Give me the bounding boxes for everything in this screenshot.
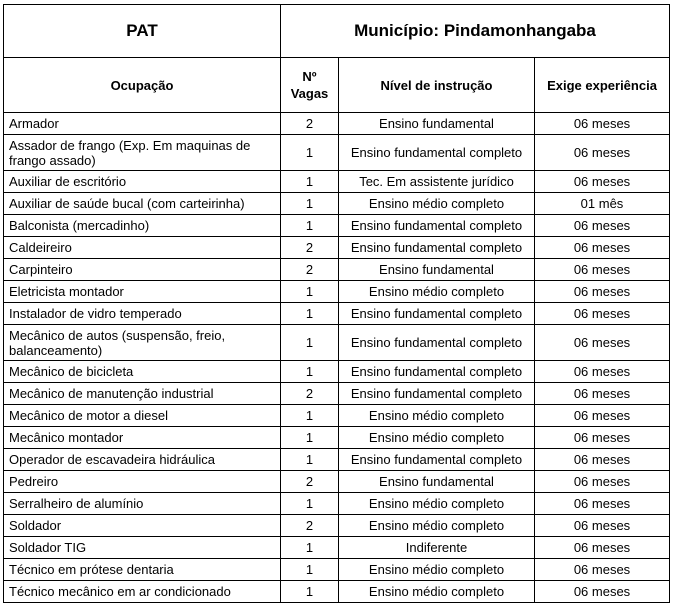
cell-vagas: 1	[281, 537, 339, 559]
cell-experiencia: 06 meses	[535, 171, 670, 193]
cell-vagas: 2	[281, 259, 339, 281]
cell-experiencia: 06 meses	[535, 259, 670, 281]
cell-instrucao: Ensino fundamental completo	[339, 135, 535, 171]
cell-instrucao: Ensino fundamental completo	[339, 215, 535, 237]
table-row	[4, 515, 670, 537]
cell-vagas: 2	[281, 237, 339, 259]
cell-ocupacao: Balconista (mercadinho)	[4, 215, 281, 237]
header-vagas-line1: Nº	[302, 69, 317, 84]
cell-ocupacao: Assador de frango (Exp. Em maquinas de frango assado)	[4, 135, 281, 171]
cell-vagas: 1	[281, 325, 339, 361]
cell-ocupacao: Soldador TIG	[4, 537, 281, 559]
table-row	[4, 581, 670, 603]
table-row	[4, 303, 670, 325]
cell-vagas: 2	[281, 113, 339, 135]
cell-ocupacao: Técnico em prótese dentaria	[4, 559, 281, 581]
cell-instrucao: Ensino médio completo	[339, 405, 535, 427]
header-vagas	[281, 58, 339, 113]
cell-vagas: 1	[281, 559, 339, 581]
cell-experiencia: 06 meses	[535, 559, 670, 581]
header-experiencia: Exige experiência	[535, 58, 670, 113]
cell-ocupacao: Mecânico montador	[4, 427, 281, 449]
cell-experiencia: 06 meses	[535, 361, 670, 383]
table-row	[4, 405, 670, 427]
table-row	[4, 259, 670, 281]
title-row	[4, 5, 670, 58]
header-vagas-line2: Vagas	[290, 86, 329, 101]
cell-vagas: 1	[281, 135, 339, 171]
cell-experiencia: 06 meses	[535, 215, 670, 237]
cell-experiencia: 06 meses	[535, 515, 670, 537]
table-row	[4, 361, 670, 383]
cell-vagas: 1	[281, 303, 339, 325]
cell-experiencia: 06 meses	[535, 405, 670, 427]
table-row	[4, 493, 670, 515]
cell-experiencia: 06 meses	[535, 581, 670, 603]
cell-experiencia: 06 meses	[535, 427, 670, 449]
cell-vagas: 1	[281, 361, 339, 383]
table-row	[4, 449, 670, 471]
cell-instrucao: Ensino fundamental completo	[339, 303, 535, 325]
table-row	[4, 215, 670, 237]
cell-ocupacao: Caldeireiro	[4, 237, 281, 259]
cell-vagas: 2	[281, 383, 339, 405]
cell-experiencia: 06 meses	[535, 113, 670, 135]
cell-vagas: 1	[281, 281, 339, 303]
header-instrucao: Nível de instrução	[339, 58, 535, 113]
cell-instrucao: Tec. Em assistente jurídico	[339, 171, 535, 193]
cell-instrucao: Ensino fundamental completo	[339, 237, 535, 259]
cell-instrucao: Indiferente	[339, 537, 535, 559]
cell-ocupacao: Mecânico de motor a diesel	[4, 405, 281, 427]
cell-ocupacao: Eletricista montador	[4, 281, 281, 303]
cell-instrucao: Ensino médio completo	[339, 559, 535, 581]
cell-experiencia: 06 meses	[535, 471, 670, 493]
cell-ocupacao: Técnico mecânico em ar condicionado	[4, 581, 281, 603]
cell-instrucao: Ensino fundamental	[339, 471, 535, 493]
job-vacancies-table	[3, 4, 670, 603]
header-ocupacao: Ocupação	[4, 58, 281, 113]
municipality-title: Município: Pindamonhangaba	[281, 5, 670, 58]
table-row	[4, 135, 670, 171]
column-header-row	[4, 58, 670, 113]
cell-instrucao: Ensino médio completo	[339, 427, 535, 449]
cell-vagas: 1	[281, 493, 339, 515]
table-row	[4, 281, 670, 303]
cell-vagas: 1	[281, 581, 339, 603]
cell-instrucao: Ensino médio completo	[339, 193, 535, 215]
cell-ocupacao: Carpinteiro	[4, 259, 281, 281]
cell-vagas: 2	[281, 515, 339, 537]
cell-ocupacao: Soldador	[4, 515, 281, 537]
table-row	[4, 237, 670, 259]
cell-ocupacao: Auxiliar de escritório	[4, 171, 281, 193]
cell-vagas: 1	[281, 193, 339, 215]
cell-ocupacao: Auxiliar de saúde bucal (com carteirinha)	[4, 193, 281, 215]
table-row	[4, 193, 670, 215]
cell-instrucao: Ensino médio completo	[339, 493, 535, 515]
table-row	[4, 471, 670, 493]
cell-experiencia: 06 meses	[535, 449, 670, 471]
cell-vagas: 1	[281, 215, 339, 237]
cell-instrucao: Ensino fundamental completo	[339, 325, 535, 361]
table-row	[4, 427, 670, 449]
cell-ocupacao: Mecânico de manutenção industrial	[4, 383, 281, 405]
table-row	[4, 113, 670, 135]
cell-ocupacao: Instalador de vidro temperado	[4, 303, 281, 325]
cell-experiencia: 06 meses	[535, 537, 670, 559]
cell-ocupacao: Serralheiro de alumínio	[4, 493, 281, 515]
cell-vagas: 1	[281, 449, 339, 471]
cell-ocupacao: Pedreiro	[4, 471, 281, 493]
cell-experiencia: 06 meses	[535, 325, 670, 361]
cell-instrucao: Ensino médio completo	[339, 281, 535, 303]
cell-ocupacao: Operador de escavadeira hidráulica	[4, 449, 281, 471]
table-body	[4, 113, 670, 603]
cell-instrucao: Ensino médio completo	[339, 515, 535, 537]
cell-instrucao: Ensino fundamental	[339, 113, 535, 135]
cell-experiencia: 06 meses	[535, 135, 670, 171]
table-row	[4, 559, 670, 581]
table-row	[4, 325, 670, 361]
cell-experiencia: 06 meses	[535, 303, 670, 325]
cell-experiencia: 06 meses	[535, 237, 670, 259]
cell-instrucao: Ensino médio completo	[339, 581, 535, 603]
pat-title: PAT	[4, 5, 281, 58]
cell-instrucao: Ensino fundamental completo	[339, 449, 535, 471]
cell-instrucao: Ensino fundamental completo	[339, 383, 535, 405]
cell-vagas: 1	[281, 405, 339, 427]
cell-vagas: 1	[281, 427, 339, 449]
cell-instrucao: Ensino fundamental completo	[339, 361, 535, 383]
cell-ocupacao: Mecânico de autos (suspensão, freio, balanceamento)	[4, 325, 281, 361]
table-row	[4, 171, 670, 193]
cell-experiencia: 01 mês	[535, 193, 670, 215]
cell-instrucao: Ensino fundamental	[339, 259, 535, 281]
cell-experiencia: 06 meses	[535, 383, 670, 405]
cell-experiencia: 06 meses	[535, 281, 670, 303]
cell-vagas: 1	[281, 171, 339, 193]
cell-ocupacao: Armador	[4, 113, 281, 135]
table-row	[4, 537, 670, 559]
cell-vagas: 2	[281, 471, 339, 493]
cell-ocupacao: Mecânico de bicicleta	[4, 361, 281, 383]
table-row	[4, 383, 670, 405]
cell-experiencia: 06 meses	[535, 493, 670, 515]
